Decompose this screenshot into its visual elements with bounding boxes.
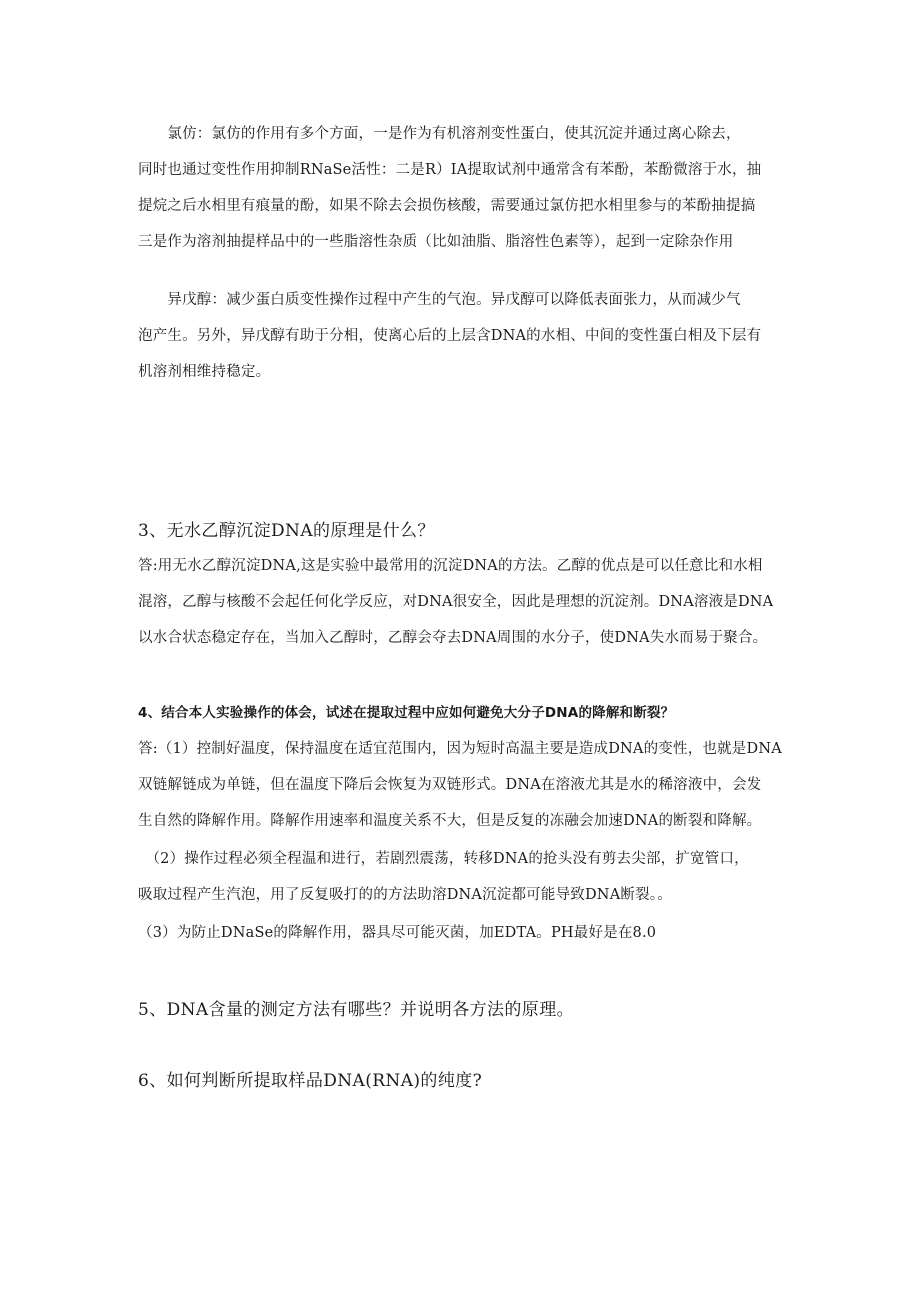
chloroform-line-1: 氯仿：氯仿的作用有多个方面，一是作为有机溶剂变性蛋白，使其沉淀并通过离心除去， <box>138 126 741 142</box>
question-4-answer-line-4: （2）操作过程必须全程温和进行，若剧烈震荡，转移DNA的抢头没有剪去尖部，扩宽管口， <box>138 851 749 867</box>
question-4-title: 4、结合本人实验操作的体会，试述在提取过程中应如何避免大分子DNA的降解和断裂？ <box>138 705 675 721</box>
question-3-answer-line-1: 答:用无水乙醇沉淀DNA,这是实验中最常用的沉淀DNA的方法。乙醇的优点是可以任意比和水相 <box>138 558 763 574</box>
question-4-answer-line-1: 答:（1）控制好温度，保持温度在适宜范围内，因为短时高温主要是造成DNA的变性，也就是DNA <box>138 741 782 757</box>
question-3-title: 3、无水乙醇沉淀DNA的原理是什么？ <box>138 521 435 541</box>
question-5-title: 5、DNA含量的测定方法有哪些？并说明各方法的原理。 <box>138 1000 574 1020</box>
question-4-answer-line-5: 吸取过程产生汽泡，用了反复吸打的的方法助溶DNA沉淀都可能导致DNA断裂。。 <box>138 887 672 903</box>
question-4-answer-line-6: （3）为防止DNaSe的降解作用，器具尽可能灭菌，加EDTA。PH最好是在8.0 <box>138 925 657 941</box>
question-3-answer-line-2: 混溶，乙醇与核酸不会起任何化学反应，对DNA很安全，因此是理想的沉淀剂。DNA溶液是DNA <box>138 594 774 610</box>
isoamyl-line-1: 异戊醇：减少蛋白质变性操作过程中产生的气泡。异戊醇可以降低表面张力，从而减少气 <box>138 292 741 308</box>
question-6-title: 6、如何判断所提取样品DNA(RNA)的纯度? <box>138 1071 483 1091</box>
chloroform-line-2: 同时也通过变性作用抑制RNaSe活性：二是R）IA提取试剂中通常含有苯酚，苯酚微溶于水，抽 <box>138 162 762 178</box>
chloroform-line-4: 三是作为溶剂抽提样品中的一些脂溶性杂质（比如油脂、脂溶性色素等），起到一定除杂作用 <box>138 234 734 250</box>
chloroform-line-3: 提烷之后水相里有痕量的酚，如果不除去会损伤核酸，需要通过氯仿把水相里参与的苯酚抽提搞 <box>138 198 756 214</box>
question-4-answer-line-3: 生自然的降解作用。降解作用速率和温度关系不大，但是反复的冻融会加速DNA的断裂和降解。 <box>138 813 762 829</box>
isoamyl-line-2: 泡产生。另外，异戊醇有助于分相，使离心后的上层含DNA的水相、中间的变性蛋白相及下层有 <box>138 328 762 344</box>
question-3-answer-line-3: 以水合状态稳定存在，当加入乙醇时，乙醇会夺去DNA周围的水分子，使DNA失水而易于聚合。 <box>138 630 768 646</box>
question-4-answer-line-2: 双链解链成为单链，但在温度下降后会恢复为双链形式。DNA在溶液尤其是水的稀溶液中，会发 <box>138 777 762 793</box>
isoamyl-line-3: 机溶剂相维持稳定。 <box>138 364 271 380</box>
